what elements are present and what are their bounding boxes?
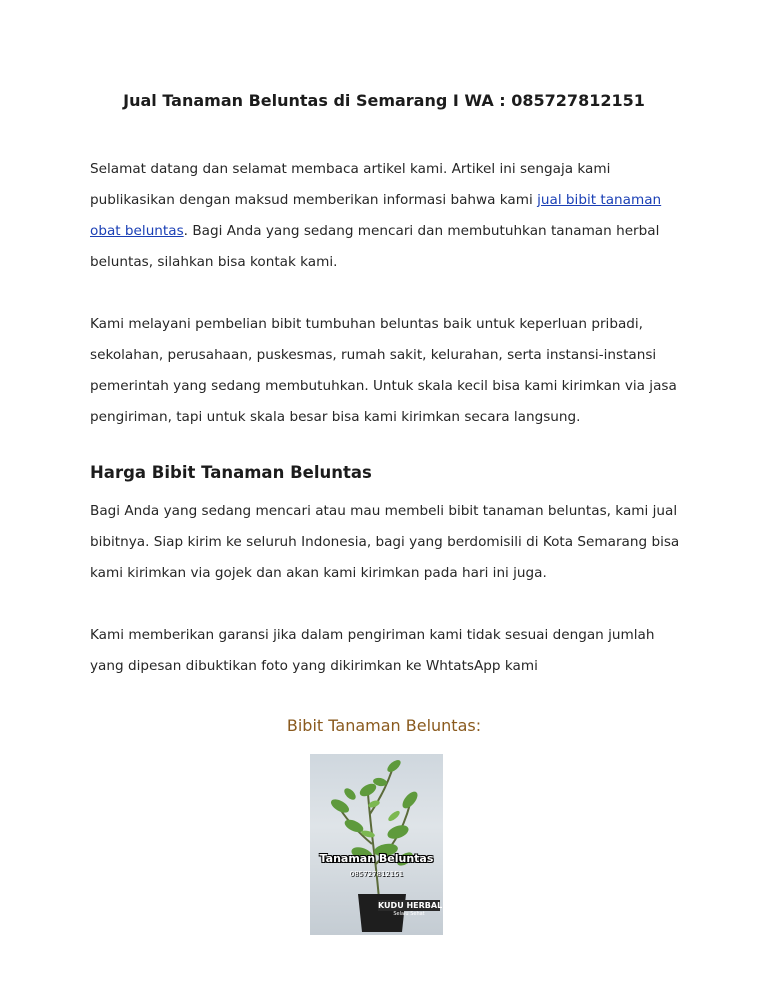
beluntas-plant-photo bbox=[310, 754, 443, 935]
photo-logo bbox=[378, 900, 443, 917]
intro-paragraph bbox=[90, 154, 690, 278]
intro-text-before: Selamat datang dan selamat membaca artikel kami. Artikel ini sengaja kami publikasikan dengan maksud memberikan informasi bahwa kami bbox=[90, 161, 611, 208]
photo-logo-text: KUDU HERBAL bbox=[378, 901, 443, 910]
price-paragraph: Bagi Anda yang sedang mencari atau mau membeli bibit tanaman beluntas, kami jual bibitnya. Siap kirim ke seluruh Indonesia, bagi yang berdomisili di Kota Semarang bisa kami kirimkan via gojek dan akan kami kirimkan pada hari ini juga. bbox=[90, 503, 680, 581]
page-title: Jual Tanaman Beluntas di Semarang I WA : 085727812151 bbox=[123, 91, 645, 110]
section-heading: Harga Bibit Tanaman Beluntas bbox=[90, 463, 372, 482]
photo-overlay-phone: 085727812151 bbox=[349, 870, 404, 878]
photo-logo-subtext: Selalu Sehat bbox=[393, 911, 425, 917]
photo-overlay-title: Tanaman Beluntas bbox=[319, 852, 434, 865]
intro-text-after: . Bagi Anda yang sedang mencari dan membutuhkan tanaman herbal beluntas, silahkan bisa kontak kami. bbox=[90, 223, 660, 270]
intro-link[interactable]: jual bibit tanaman obat beluntas bbox=[90, 192, 662, 239]
image-caption: Bibit Tanaman Beluntas: bbox=[286, 716, 482, 735]
guarantee-paragraph: Kami memberikan garansi jika dalam pengiriman kami tidak sesuai dengan jumlah yang dipesan dibuktikan foto yang dikirimkan ke WhtatsApp kami bbox=[90, 627, 655, 674]
service-paragraph: Kami melayani pembelian bibit tumbuhan beluntas baik untuk keperluan pribadi, sekolahan, perusahaan, puskesmas, rumah sakit, kelurahan, serta instansi-instansi pemerintah yang sedang membutuhkan. Untuk skala kecil bisa kami kirimkan via jasa pengiriman, tapi untuk skala besar bisa kami kirimkan secara langsung. bbox=[90, 316, 677, 425]
